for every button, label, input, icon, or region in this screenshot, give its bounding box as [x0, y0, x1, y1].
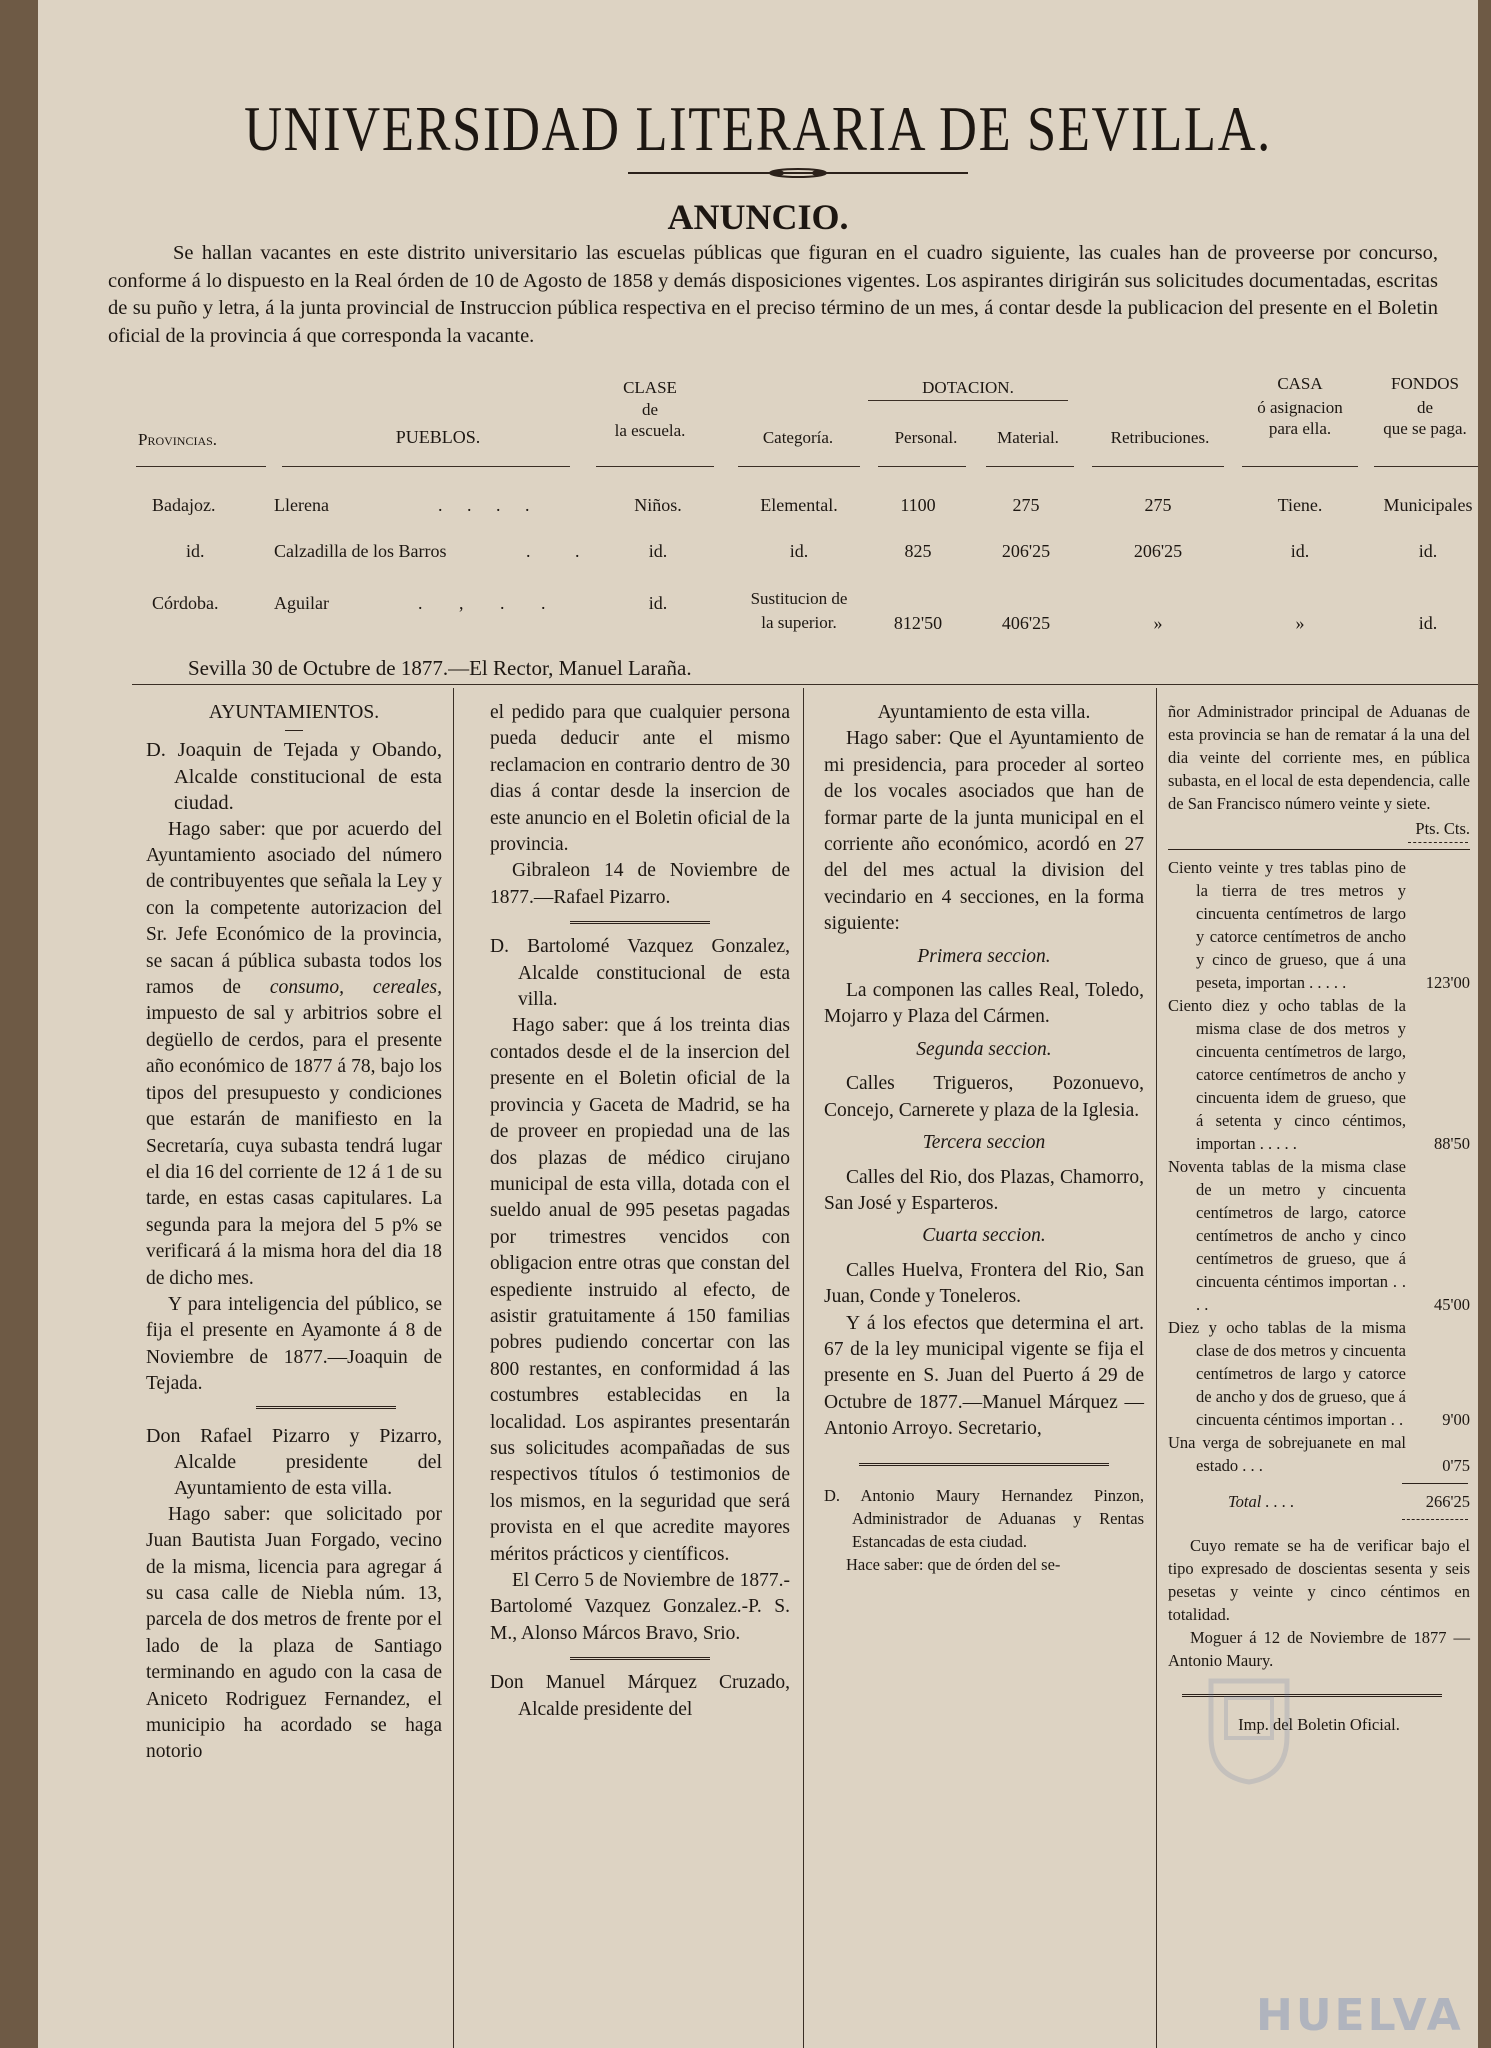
column-2	[490, 700, 790, 1723]
section3-title: Tercera seccion	[922, 1132, 1046, 1154]
section2-body: Calles Trigueros, Pozonuevo, Concejo, Carnerete y plaza de la Iglesia.	[824, 1073, 1144, 1121]
row2-provincia: id.	[186, 541, 205, 561]
item-desc: Noventa tablas de la misma clase de un metro y cincuenta centímetros de largo, catorce centímetros de ancho y cinco centímetros de grueso, que á cincuenta céntimos importan . . . .	[1168, 1157, 1406, 1314]
section1-title: Primera seccion.	[917, 945, 1051, 967]
watermark-text: HUELVA	[1256, 1990, 1464, 2041]
announcement-heading: ANUNCIO.	[667, 197, 849, 237]
column-3	[824, 700, 1144, 1576]
row1-provincia: Badajoz.	[152, 495, 216, 515]
row1-retribuciones: 275	[1144, 495, 1172, 515]
header-rule-4	[738, 466, 860, 467]
row1-material: 275	[1012, 495, 1040, 515]
th-fondos: FONDOS	[1390, 374, 1460, 393]
header-rule-3	[596, 466, 714, 467]
header-rule-2	[282, 466, 570, 467]
item-value: 9'00	[1442, 1410, 1470, 1429]
row2-categoria: id.	[789, 541, 809, 561]
title-ornament	[628, 168, 968, 178]
th-casa-sub2: para ella.	[1268, 419, 1332, 438]
col4-continuation: ñor Administrador principal de Aduanas de esta provincia se han de rematar á la una del dia veinte del corriente mes, en pública subasta, en el local de esta dependencia, calle de San Francisco número veinte y siete.	[1168, 702, 1470, 813]
row3-provincia: Córdoba.	[152, 593, 219, 613]
heading-dash	[285, 730, 303, 731]
row1-categoria: Elemental.	[760, 495, 838, 515]
notice1-body1-b: impuesto de sal y arbitrios sobre el degüello de cerdos, para el presente año económico de 1877 á 78, bajo los tipos del presupuesto y condiciones que estarán de manifiesto en la Secretaría, cuya subasta tendrá lugar el dia 16 del corriente de 12 á 1 de su tarde, en estas casas capitulares. La segunda para la mejora del 5 p% se verificará á la misma hora del dia 18 de dicho mes.	[146, 1003, 442, 1289]
row3-material: 406'25	[1001, 613, 1051, 633]
column-4	[1168, 700, 1470, 1736]
separator	[256, 1406, 396, 1409]
col-rule-1	[453, 688, 454, 2048]
col2-sign1: Gibraleon 14 de Noviembre de 1877.—Rafael Pizarro.	[490, 860, 790, 908]
header-rule-8	[1242, 466, 1358, 467]
item-row	[1168, 1431, 1470, 1477]
row3-fondos: id.	[1418, 613, 1438, 633]
th-clase: CLASE	[623, 378, 677, 397]
column-1	[146, 700, 442, 1766]
row3-casa: »	[1295, 613, 1305, 633]
total-underline	[1402, 1519, 1468, 1520]
th-personal: Personal.	[894, 428, 958, 447]
notice3-body: Hago saber: que á los treinta dias contados desde el de la insercion del presente en el Boletin oficial de la provincia y Gaceta de Madrid, se ha de proveer en propiedad una de las dos plazas de médico cirujano municipal de esta villa, dotada con el sueldo anual de 995 pesetas pagadas por trimestres vencidos con obligacion entre otras que constan del espediente instruido al efecto, de asistir gratuitamente á 150 familias pobres pudiendo concertar con las 800 restantes, en conformidad á las costumbres establecidas en la localidad. Los aspirantes presentarán sus solicitudes acompañadas de sus respectivos títulos ó testimonios de los mismos, en la seguridad que será provista en el que acredite mayores méritos prácticos y científicos.	[490, 1015, 790, 1565]
row3-categoria: Sustitucion de	[750, 589, 848, 608]
col2-continuation: el pedido para que cualquier persona pueda deducir ante el mismo reclamacion en contrario dentro de 30 dias á contar desde la insercion de este anuncio en el Boletin oficial de la provincia.	[490, 702, 790, 856]
item-row	[1168, 1155, 1470, 1316]
col-rule-2	[803, 688, 804, 2048]
coat-of-arms-watermark	[1206, 1676, 1292, 1786]
row3-pueblo: Aguilar	[274, 593, 329, 613]
row1-clase: Niños.	[634, 495, 682, 515]
header-rule-6	[986, 466, 1074, 467]
section4-body: Calles Huelva, Frontera del Rio, San Juan, Conde y Toneleros.	[824, 1259, 1144, 1308]
separator	[570, 921, 710, 924]
newspaper-page	[38, 0, 1478, 2048]
row3-personal: 812'50	[893, 613, 943, 633]
row1-casa: Tiene.	[1277, 495, 1323, 515]
th-fondos-sub2: que se paga.	[1383, 419, 1467, 438]
col4-sign: Moguer á 12 de Noviembre de 1877 —Antonio Maury.	[1168, 1628, 1470, 1670]
notice1-body1	[146, 817, 442, 1292]
row1-personal: 1100	[900, 495, 936, 515]
total-row	[1168, 1490, 1470, 1513]
item-value: 45'00	[1434, 1295, 1470, 1314]
col-rule-3	[1156, 688, 1157, 2048]
th-categoria: Categoría.	[762, 428, 834, 447]
section4-title: Cuarta seccion.	[922, 1225, 1046, 1247]
item-row	[1168, 994, 1470, 1155]
notice1-body2: Y para inteligencia del público, se fija el presente en Ayamonte á 8 de Noviembre de 1877.—Joaquin de Tejada.	[146, 1293, 442, 1395]
th-casa: CASA	[1277, 374, 1323, 393]
notice3-head: D. Bartolomé Vazquez Gonzalez, Alcalde constitucional de esta villa.	[490, 936, 790, 1011]
separator	[859, 1463, 1109, 1466]
row3-clase: id.	[648, 593, 668, 613]
col4-closing: Cuyo remate se ha de verificar bajo el tipo expresado de doscientas sesenta y seis pesetas y veinte y cinco céntimos en totalidad.	[1168, 1536, 1470, 1624]
page-title: UNIVERSIDAD LITERARIA DE SEVILLA.	[244, 93, 1272, 164]
item-value: 88'50	[1434, 1134, 1470, 1153]
row2-clase: id.	[648, 541, 668, 561]
item-desc: Diez y ocho tablas de la misma clase de dos metros y cincuenta centímetros de largo y catorce de ancho y dos de grueso, que á cincuenta céntimos importan . .	[1168, 1318, 1406, 1429]
dotacion-rule	[868, 400, 1068, 401]
body-top-rule	[132, 684, 1478, 685]
item-desc: Una verga de sobrejuanete en mal estado . . .	[1168, 1433, 1406, 1475]
row2-fondos: id.	[1418, 541, 1438, 561]
section1-body: La componen las calles Real, Toledo, Mojarro y Plaza del Cármen.	[824, 980, 1144, 1028]
row2-pueblo: Calzadilla de los Barros	[274, 541, 447, 561]
th-material: Material.	[997, 428, 1059, 447]
total-value: 266'25	[1425, 1492, 1470, 1511]
col3-continuation: Ayuntamiento de esta villa.	[877, 702, 1091, 723]
row2-dots: . .	[526, 541, 600, 561]
col1-heading: AYUNTAMIENTOS.	[208, 702, 380, 723]
table-signature: Sevilla 30 de Octubre de 1877.—El Rector, Manuel Laraña.	[188, 656, 692, 680]
item-value: 123'00	[1425, 973, 1470, 992]
row1-dots: . . . .	[438, 495, 540, 515]
col2-sign2: El Cerro 5 de Noviembre de 1877.-Bartolomé Vazquez Gonzalez.-P. S. M., Alonso Márcos Bravo, Srio.	[490, 1570, 790, 1644]
row2-personal: 825	[904, 541, 932, 561]
separator	[570, 1657, 710, 1660]
pts-header: Pts. Cts.	[1415, 819, 1470, 838]
item-row	[1168, 1316, 1470, 1431]
row1-pueblo: Llerena	[274, 495, 329, 515]
item-desc: Ciento veinte y tres tablas pino de la tierra de tres metros y cincuenta centímetros de largo y catorce centímetros de ancho y cinco de grueso, que á una peseta, importan . . . . .	[1168, 858, 1406, 992]
header-rule-1	[136, 466, 266, 467]
th-provincias: Provincias.	[138, 430, 218, 449]
notice1-head: D. Joaquin de Tejada y Obando, Alcalde constitucional de esta ciudad.	[146, 739, 442, 815]
total-label: Total . . . .	[1228, 1492, 1295, 1511]
notice1-body1-a: Hago saber: que por acuerdo del Ayuntamiento asociado del número de contribuyentes que señala la Ley y con la competente autorizacion del Sr. Jefe Económico de la provincia, se sacan á pública subasta todos los ramos de	[146, 818, 442, 999]
header-rule-7	[1092, 466, 1224, 467]
row2-retribuciones: 206'25	[1133, 541, 1183, 561]
notice4-head: Don Manuel Márquez Cruzado, Alcalde presidente del	[490, 1672, 790, 1720]
th-clase-sub1: de	[641, 400, 659, 419]
notice5-head: D. Antonio Maury Hernandez Pinzon, Administrador de Aduanas y Rentas Estancadas de esta ciudad.	[824, 1485, 1144, 1551]
pts-rule	[1408, 842, 1468, 843]
th-clase-sub2: la escuela.	[614, 421, 686, 440]
th-dotacion: DOTACION.	[922, 378, 1014, 397]
row1-fondos: Municipales	[1383, 495, 1473, 515]
section2-title: Segunda seccion.	[916, 1038, 1052, 1060]
th-pueblos: PUEBLOS.	[395, 427, 481, 447]
th-retribuciones: Retribuciones.	[1110, 428, 1210, 447]
item-value: 0'75	[1442, 1456, 1470, 1475]
col3-body: Hago saber: Que el Ayuntamiento de mi presidencia, para proceder al sorteo de los vocales asociados que han de formar parte de la junta municipal en el corriente año económico, acordó en 27 del del mes actual la division del vecindario en 4 secciones, en la forma siguiente:	[824, 728, 1144, 935]
section3-body: Calles del Rio, dos Plazas, Chamorro, San José y Esparteros.	[824, 1166, 1144, 1214]
notice2-body: Hago saber: que solicitado por Juan Bautista Juan Forgado, vecino de la misma, licencia para agregar á su casa calle de Niebla núm. 13, parcela de dos metros de frente por el lado de la plaza de Santiago terminando en agudo con la casa de Aniceto Rodriguez Fernandez, el municipio ha acordado se haga notorio	[146, 1503, 442, 1763]
row2-material: 206'25	[1001, 541, 1051, 561]
notice5-body: Hace saber: que de órden del se-	[846, 1554, 1061, 1574]
notice2-head: Don Rafael Pizarro y Pizarro, Alcalde presidente del Ayuntamiento de esta villa.	[146, 1424, 442, 1500]
row3-categoria-2: la superior.	[761, 613, 837, 632]
th-fondos-sub1: de	[1416, 398, 1434, 417]
row3-retribuciones: »	[1153, 613, 1163, 633]
header-rule-9	[1374, 466, 1478, 467]
item-desc: Ciento diez y ocho tablas de la misma clase de dos metros y cincuenta centímetros de largo, catorce centímetros de ancho y cincuenta idem de grueso, que á setenta y cinco céntimos, importan . . . . .	[1168, 996, 1406, 1153]
row2-casa: id.	[1290, 541, 1310, 561]
total-rule	[1402, 1483, 1468, 1484]
row3-dots: . , . .	[418, 593, 562, 613]
announcement-intro: Se hallan vacantes en este distrito universitario las escuelas públicas que figuran en el cuadro siguiente, las cuales han de proveerse por concurso, conforme á lo dispuesto en la Real órden de 10 de Agosto de 1858 y demás disposiciones vigentes. Los aspirantes dirigirán sus solicitudes documentadas, escritas de su puño y letra, á la junta provincial de Instruccion pública respectiva en el preciso término de un mes, á contar desde la publicacion del presente en el Boletin oficial de la provincia á que corresponda la vacante.	[108, 242, 1438, 347]
col3-closing: Y á los efectos que determina el art. 67 de la ley municipal vigente se fija el presente en S. Juan del Puerto á 29 de Octubre de 1877.—Manuel Márquez —Antonio Arroyo. Secretario,	[824, 1312, 1144, 1440]
items-rule	[1168, 849, 1470, 850]
notice1-body1-italic: consumo, cereales,	[269, 977, 442, 999]
header-rule-5	[878, 466, 966, 467]
imprint: Imp. del Boletin Oficial.	[1238, 1715, 1400, 1734]
item-row	[1168, 856, 1470, 994]
th-casa-sub1: ó asignacion	[1257, 398, 1343, 417]
